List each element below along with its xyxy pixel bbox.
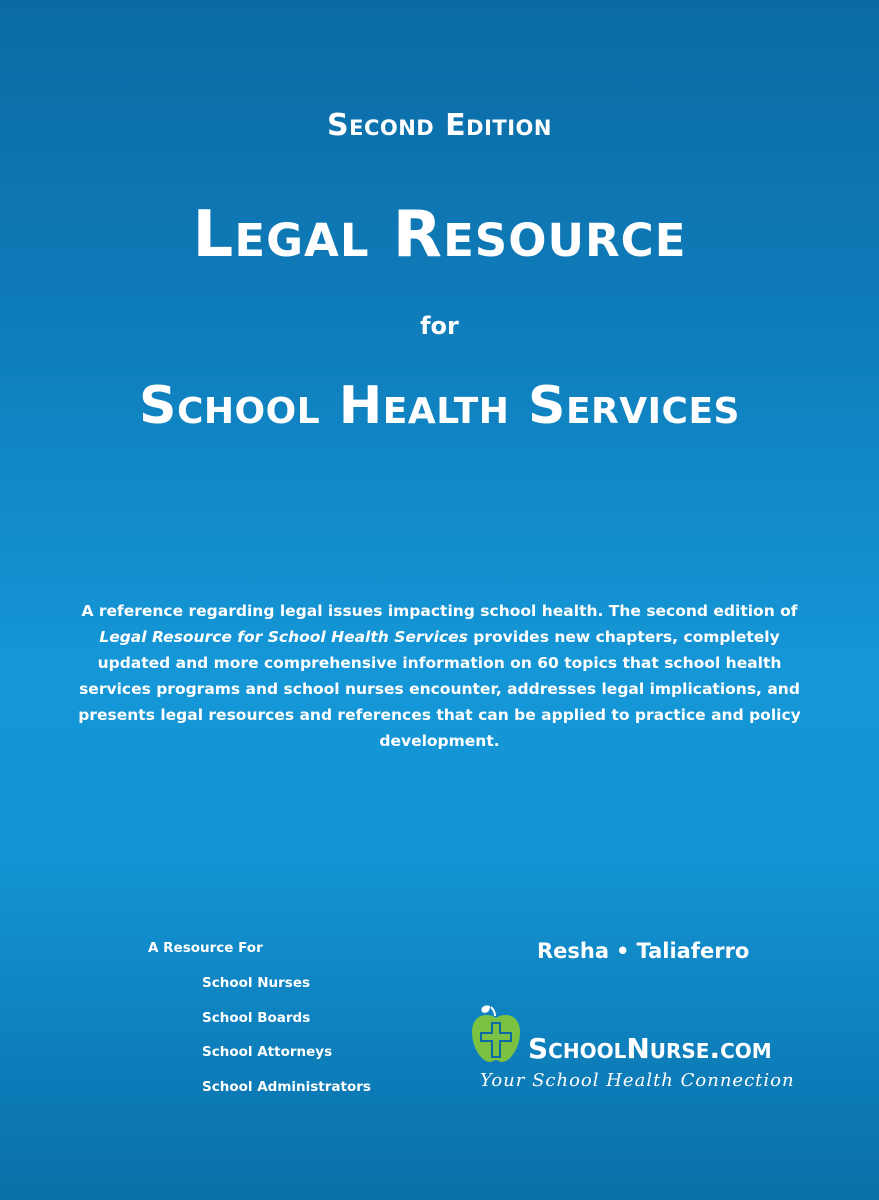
publisher-name: SchoolNurse.com: [528, 1032, 772, 1065]
apple-cross-icon: [468, 1002, 524, 1068]
cover-description: [70, 598, 809, 754]
audience-item: School Nurses: [202, 975, 311, 991]
title-subject: School Health Services: [139, 376, 740, 436]
title-connector: for: [420, 312, 459, 340]
title-main: Legal Resource: [192, 198, 687, 272]
audience-block: [148, 938, 448, 1111]
description-text-end: provides new chapters, completely updated and more comprehensive information on 60 topics that school health services programs and school nurses encounter, addresses legal implications, and presents legal resources and references that can be applied to practice and policy development.: [78, 628, 801, 750]
author-first: Resha: [537, 939, 610, 963]
publisher-logo: [468, 1002, 828, 1102]
publisher-tagline: Your School Health Connection: [480, 1070, 795, 1091]
authors: [537, 939, 749, 963]
author-second: Taliaferro: [636, 939, 750, 963]
audience-item: School Attorneys: [202, 1044, 333, 1060]
description-text-start: A reference regarding legal issues impacting school health. The second edition of: [81, 602, 798, 620]
author-separator: •: [616, 939, 630, 963]
audience-heading: A Resource For: [148, 940, 263, 956]
description-italic-title: Legal Resource for School Health Services: [99, 628, 468, 646]
audience-item: School Administrators: [202, 1078, 371, 1095]
audience-item: School Boards: [202, 1009, 311, 1026]
audience-list: [148, 973, 448, 1111]
edition-label: Second Edition: [327, 108, 552, 143]
